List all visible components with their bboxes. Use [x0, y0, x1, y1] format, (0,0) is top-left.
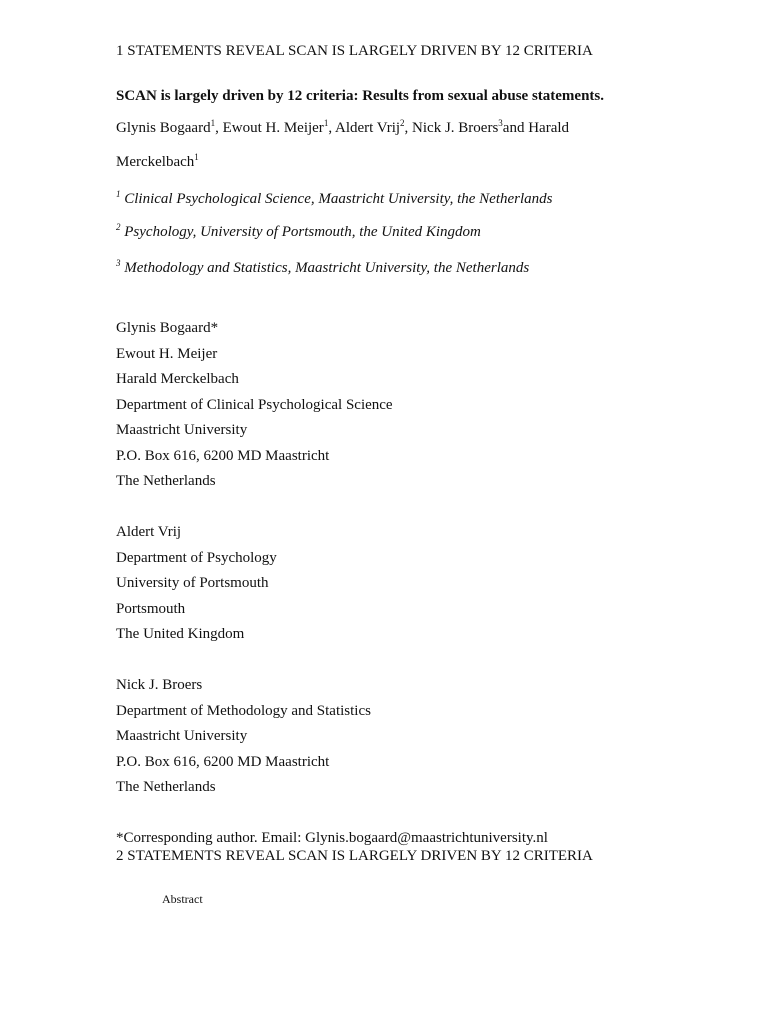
- address-line: Glynis Bogaard*: [116, 320, 219, 336]
- address-line: University of Portsmouth: [116, 575, 269, 591]
- author-name: , Ewout H. Meijer: [215, 120, 324, 136]
- running-head: 2 STATEMENTS REVEAL SCAN IS LARGELY DRIVEN BY 12 CRITERIA: [116, 848, 593, 864]
- affiliation: [116, 190, 553, 208]
- address-line: Department of Clinical Psychological Science: [116, 397, 393, 413]
- address-line: Ewout H. Meijer: [116, 346, 218, 362]
- author-name: , Nick J. Broers: [404, 120, 499, 136]
- affiliation: [116, 223, 481, 241]
- paper-title: SCAN is largely driven by 12 criteria: Results from sexual abuse statements.: [116, 88, 605, 104]
- address-line: The Netherlands: [116, 473, 216, 489]
- author-affil-marker: 1: [323, 118, 329, 128]
- author-affil-marker: 2: [400, 118, 405, 128]
- address-line: Aldert Vrij: [116, 524, 182, 540]
- address-line: The Netherlands: [116, 779, 216, 795]
- address-line: The United Kingdom: [116, 626, 245, 642]
- affiliation: [116, 259, 529, 277]
- author-affil-marker: 1: [194, 152, 199, 162]
- author-affil-marker: 3: [498, 118, 503, 128]
- abstract-heading: Abstract: [162, 892, 203, 906]
- address-line: Department of Methodology and Statistics: [116, 703, 371, 719]
- corresponding-author-note: *Corresponding author. Email: Glynis.bogaard@maastrichtuniversity.nl: [116, 830, 548, 846]
- affiliation-text: Methodology and Statistics, Maastricht University, the Netherlands: [120, 260, 530, 276]
- address-line: Maastricht University: [116, 728, 248, 744]
- affiliation-number: 2: [116, 222, 121, 232]
- address-line: Harald Merckelbach: [116, 371, 239, 387]
- address-line: Department of Psychology: [116, 550, 277, 566]
- author-line: [116, 153, 199, 171]
- affiliation-text: Psychology, University of Portsmouth, the United Kingdom: [120, 224, 481, 240]
- author-name: , Aldert Vrij: [328, 120, 401, 136]
- affiliation-number: 3: [116, 258, 121, 268]
- address-line: Portsmouth: [116, 601, 186, 617]
- address-line: P.O. Box 616, 6200 MD Maastricht: [116, 754, 330, 770]
- running-head: 1 STATEMENTS REVEAL SCAN IS LARGELY DRIVEN BY 12 CRITERIA: [116, 43, 593, 59]
- affiliation-number: 1: [116, 189, 121, 199]
- address-line: Maastricht University: [116, 422, 248, 438]
- author-name: Glynis Bogaard: [116, 120, 211, 136]
- author-name: and Harald: [502, 120, 570, 136]
- address-line: P.O. Box 616, 6200 MD Maastricht: [116, 448, 330, 464]
- address-line: Nick J. Broers: [116, 677, 203, 693]
- affiliation-text: Clinical Psychological Science, Maastricht University, the Netherlands: [120, 191, 553, 207]
- author-line: [116, 119, 569, 137]
- author-name: Merckelbach: [116, 154, 195, 170]
- author-affil-marker: 1: [210, 118, 216, 128]
